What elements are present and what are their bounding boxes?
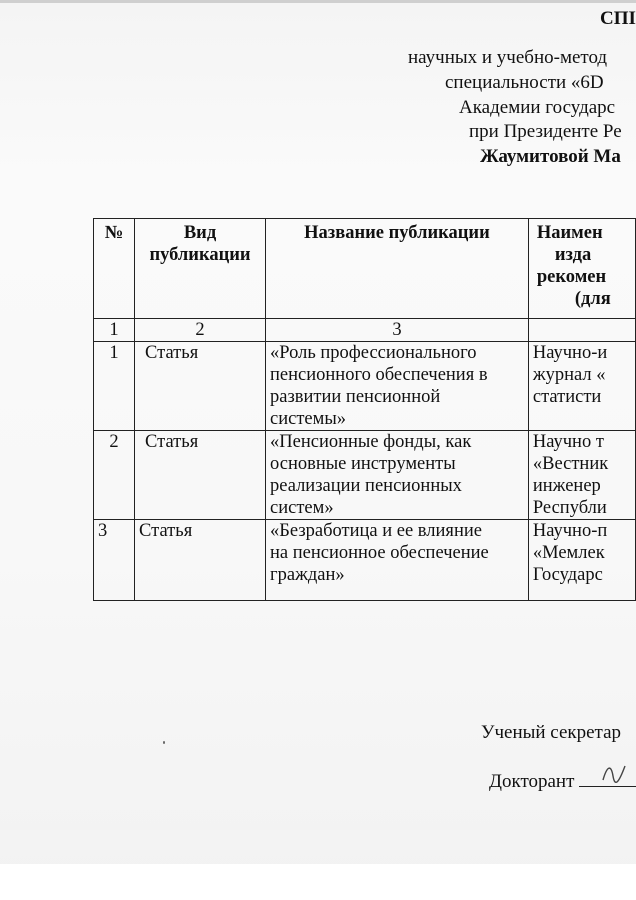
doctorant-label: Докторант — [489, 771, 575, 792]
secretary-signature-label: Ученый секретар — [481, 722, 622, 743]
author-name: Жаумитовой Ма — [480, 146, 621, 167]
header-number: № — [94, 219, 135, 319]
row-publisher: Научно-и журнал « статисти — [528, 342, 635, 431]
table-header-row — [94, 219, 636, 319]
row-title: «Роль профессионального пенсионного обеспечения в развитии пенсионной системы» — [266, 342, 529, 431]
header-title: Название публикации — [266, 219, 529, 319]
row-number: 2 — [94, 431, 135, 520]
row-title: «Безработица и ее влияние на пенсионное обеспечение граждан» — [266, 520, 529, 601]
row-number: 3 — [94, 520, 135, 601]
header-publisher: Наимен изда рекомен (для — [528, 219, 635, 319]
document-title: СПІ — [600, 8, 636, 29]
row-type: Статья — [135, 342, 266, 431]
numbering-cell: 3 — [266, 319, 529, 342]
header-line-4: при Президенте Ре — [469, 121, 622, 142]
row-title: «Пенсионные фонды, как основные инструменты реализации пенсионных систем» — [266, 431, 529, 520]
doctorant-signature-line — [489, 770, 636, 793]
numbering-cell: 2 — [135, 319, 266, 342]
table-row — [94, 431, 636, 520]
numbering-row — [94, 319, 636, 342]
scan-edge — [0, 0, 636, 3]
handwritten-signature — [599, 760, 629, 790]
header-line-2: специальности «6D — [445, 72, 604, 93]
row-type: Статья — [135, 520, 266, 601]
scan-bottom-band — [0, 864, 636, 900]
row-publisher: Научно т «Вестник инженер Республи — [528, 431, 635, 520]
table-row — [94, 342, 636, 431]
header-line-3: Академии государс — [459, 97, 616, 118]
scan-speck — [163, 741, 165, 744]
publications-table — [93, 218, 636, 601]
numbering-cell — [528, 319, 635, 342]
row-publisher: Научно-п «Мемлек Государс — [528, 520, 635, 601]
header-line-1: научных и учебно-метод — [408, 47, 608, 68]
numbering-cell: 1 — [94, 319, 135, 342]
row-number: 1 — [94, 342, 135, 431]
header-type: Вид публикации — [135, 219, 266, 319]
table-row — [94, 520, 636, 601]
row-type: Статья — [135, 431, 266, 520]
